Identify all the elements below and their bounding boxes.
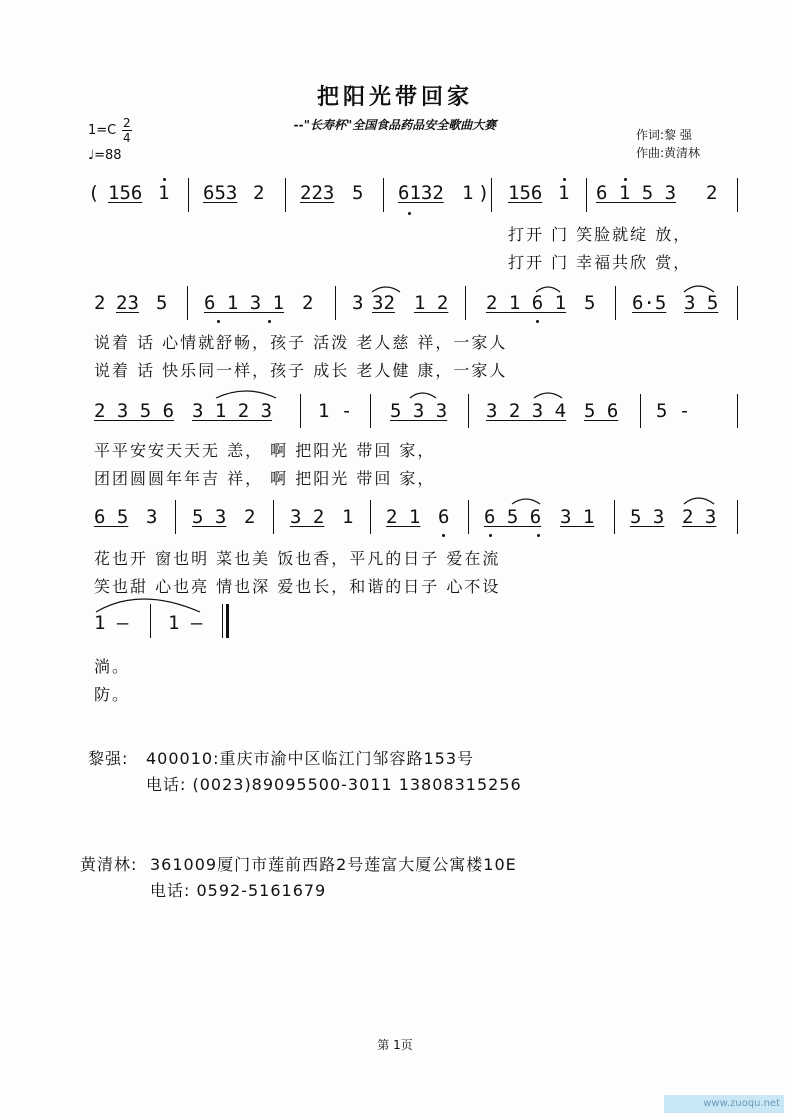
slur — [512, 499, 540, 504]
slur — [216, 391, 276, 398]
paren-open: ( — [88, 182, 100, 204]
contact-name: 黄清林: — [80, 855, 138, 874]
note: 5 — [584, 292, 596, 314]
note-group: 2 3 — [682, 506, 717, 528]
note-group: 6·5 — [632, 292, 667, 314]
song-subtitle: --"长寿杯"全国食品药品安全歌曲大赛 — [293, 118, 497, 132]
lyric-line: 花也开 窗也明 菜也美 饭也香，平凡的日子 爱在流 — [94, 549, 501, 568]
note-group: 2 1 — [386, 506, 421, 528]
lyric-line: 打开 门 幸福共欣 赏， — [508, 253, 692, 272]
time-top: 2 — [123, 116, 131, 130]
slur — [534, 393, 562, 398]
quarter-note-icon: ♩ — [88, 148, 95, 163]
note-group: 5 6 — [584, 400, 619, 422]
tempo-value: =88 — [94, 148, 122, 163]
contact-address: 400010:重庆市渝中区临江门邹容路153号 — [146, 749, 475, 768]
note: 1 - — [318, 400, 353, 422]
note-group: 5 3 3 — [390, 400, 448, 422]
lyric-line: 说着 话 快乐同一样，孩子 成长 老人健 康，一家人 — [94, 361, 508, 380]
note: 6 — [438, 506, 450, 528]
contact-phone: 电话: 0592-5161679 — [150, 881, 327, 900]
note: 5 — [352, 182, 364, 204]
lyric-line: 说着 话 心情就舒畅，孩子 活泼 老人慈 祥，一家人 — [94, 333, 508, 352]
song-title: 把阳光带回家 — [316, 85, 473, 110]
composer-credit: 作曲:黄清林 — [636, 146, 701, 160]
note: 1 — [342, 506, 354, 528]
note: 3 — [146, 506, 158, 528]
note-group: 156 — [508, 182, 543, 204]
note: 1 — — [168, 612, 203, 634]
note-group: 3 2 3 4 — [486, 400, 567, 422]
note-group: 6 1 3 1 — [204, 292, 285, 314]
note: 1 — — [94, 612, 129, 634]
note: 1 — [558, 182, 570, 204]
slur — [410, 393, 436, 398]
tie — [96, 599, 200, 612]
note-group: 5 3 — [630, 506, 665, 528]
note-group: 653 — [203, 182, 238, 204]
note-group: 156 — [108, 182, 143, 204]
lyric-line: 团团圆圆年年吉 祥， 啊 把阳光 带回 家， — [94, 469, 436, 488]
note: 2 — [94, 292, 106, 314]
lyric-line: 平平安安天天无 恙， 啊 把阳光 带回 家， — [94, 441, 436, 460]
note-group: 3 2 — [290, 506, 325, 528]
note: 5 - — [656, 400, 691, 422]
paren-close: ) — [478, 182, 490, 204]
note-group: 3 1 — [560, 506, 595, 528]
lyric-line: 淌。 — [94, 657, 131, 676]
note: 2 — [706, 182, 718, 204]
lyric-line: 打开 门 笑脸就绽 放， — [508, 225, 692, 244]
slur — [684, 286, 714, 292]
time-bottom: 4 — [123, 131, 131, 145]
page-number: 第 1页 — [377, 1038, 413, 1052]
note-group: 6 1 5 3 — [596, 182, 677, 204]
slur — [372, 287, 400, 292]
slur — [536, 287, 560, 292]
note-group: 2 1 6 1 — [486, 292, 567, 314]
note-group: 1 2 — [414, 292, 449, 314]
note: 2 — [244, 506, 256, 528]
lyric-line: 防。 — [94, 685, 131, 704]
note-group: 5 3 — [192, 506, 227, 528]
note-group: 6 5 6 — [484, 506, 542, 528]
site-watermark: www.zuoqu.net — [664, 1095, 784, 1113]
note-group: 23 — [116, 292, 139, 314]
note: 5 — [156, 292, 168, 314]
note-group: 6 5 — [94, 506, 129, 528]
note-group: 32 — [372, 292, 395, 314]
note: 1 — [462, 182, 474, 204]
slur — [684, 498, 714, 504]
key-signature: 1=C — [88, 123, 117, 138]
note-group: 2 3 5 6 — [94, 400, 175, 422]
note: 2 — [302, 292, 314, 314]
note: 2 — [253, 182, 265, 204]
contact-phone: 电话: (0023)89095500-3011 13808315256 — [146, 775, 522, 794]
lyric-line: 笑也甜 心也亮 情也深 爱也长，和谐的日子 心不设 — [94, 577, 501, 596]
contact-name: 黎强: — [88, 749, 129, 768]
note: 3 — [352, 292, 364, 314]
note: 1 — [158, 182, 170, 204]
note-group: 3 5 — [684, 292, 719, 314]
note-group: 3 1 2 3 — [192, 400, 273, 422]
lyricist-credit: 作词:黎 强 — [636, 128, 692, 142]
contact-address: 361009厦门市莲前西路2号莲富大厦公寓楼10E — [150, 855, 517, 874]
note-group: 223 — [300, 182, 335, 204]
note-group: 6132 — [398, 182, 444, 204]
